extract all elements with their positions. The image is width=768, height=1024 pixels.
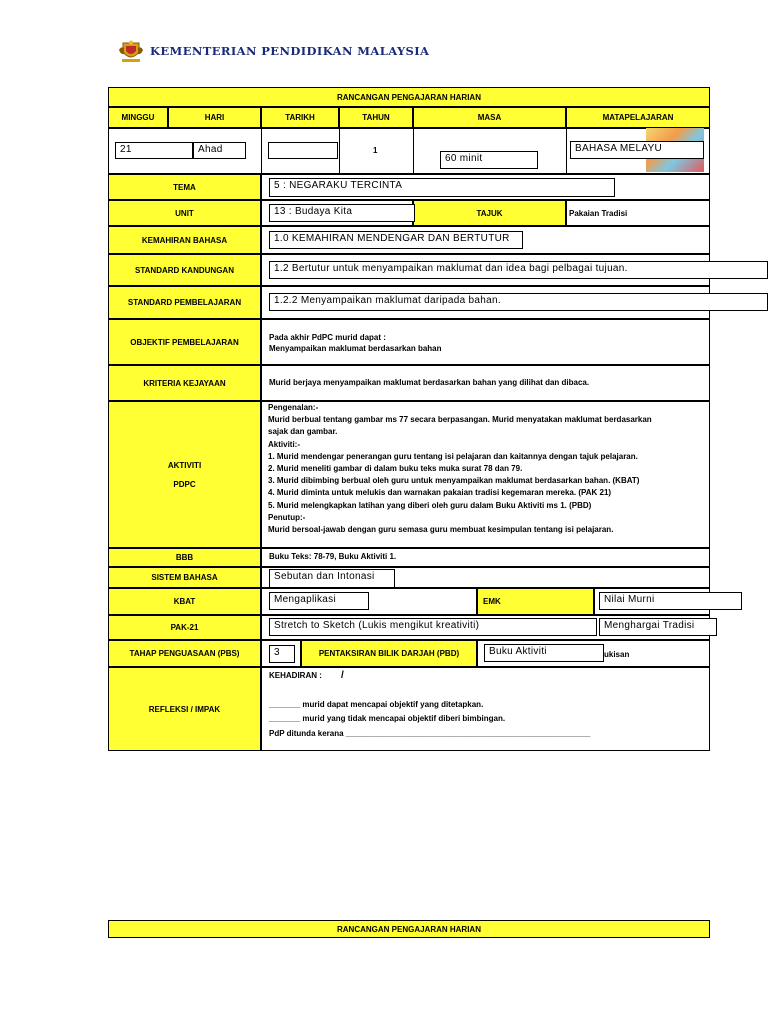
aktiviti-line: 1. Murid mendengar penerangan guru tentang isi pelajaran dan kaitannya dengan tajuk pelajaran. <box>268 451 638 461</box>
kehadiran-slash: / <box>341 670 344 681</box>
col-minggu: MINGGU <box>108 107 168 128</box>
ministry-name: KEMENTERIAN PENDIDIKAN MALAYSIA <box>150 44 430 58</box>
kriteria-label: KRITERIA KEJAYAAN <box>108 365 261 401</box>
aktiviti-line: Pengenalan:- <box>268 403 319 412</box>
refleksi-cell <box>261 667 710 751</box>
aktiviti-line: 2. Murid meneliti gambar di dalam buku teks muka surat 78 dan 79. <box>268 464 523 474</box>
refleksi-label: REFLEKSI / IMPAK <box>108 667 261 751</box>
aktiviti-text <box>268 402 652 536</box>
tema-value[interactable]: 5 : NEGARAKU TERCINTA <box>269 178 615 197</box>
refleksi-line1: _______ murid dapat mencapai objektif yang ditetapkan. <box>269 700 484 709</box>
footer-title: RANCANGAN PENGAJARAN HARIAN <box>108 920 710 938</box>
aktiviti-line: 5. Murid melengkapkan latihan yang diberi oleh guru dalam Buku Aktiviti ms 1. (PBD) <box>268 500 592 510</box>
values-divider-3 <box>413 128 414 174</box>
unit-label: UNIT <box>108 200 261 226</box>
ministry-logo <box>118 40 144 64</box>
standard-pembelajaran-value[interactable]: 1.2.2 Menyampaikan maklumat daripada bahan. <box>269 293 768 311</box>
standard-pembelajaran-label: STANDARD PEMBELAJARAN <box>108 286 261 319</box>
kriteria-value: Murid berjaya menyampaikan maklumat berdasarkan bahan yang dilihat dan dibaca. <box>269 378 590 387</box>
hari-value[interactable]: Ahad <box>193 142 246 159</box>
aktiviti-line: Murid bersoal-jawab dengan guru semasa guru membuat kesimpulan tentang isi pelajaran. <box>268 525 614 535</box>
bbb-value: Buku Teks: 78-79, Buku Aktiviti 1. <box>269 552 397 561</box>
col-masa: MASA <box>413 107 566 128</box>
pak21-label: PAK-21 <box>108 615 261 640</box>
aktiviti-line: Aktiviti:- <box>268 439 300 449</box>
kbat-value[interactable]: Mengaplikasi <box>269 592 369 610</box>
objektif-cell <box>261 319 710 365</box>
aktiviti-line: 3. Murid dibimbing berbual oleh guru untuk menyampaikan maklumat berdasarkan bahan. (KBAT) <box>268 476 640 486</box>
tajuk-label: TAJUK <box>413 200 566 226</box>
col-tahun: TAHUN <box>339 107 413 128</box>
standard-kandungan-value[interactable]: 1.2 Bertutur untuk menyampaikan maklumat dan idea bagi pelbagai tujuan. <box>269 261 768 279</box>
pak21-value[interactable]: Stretch to Sketch (Lukis mengikut kreativiti) <box>269 618 597 636</box>
emk-value[interactable]: Nilai Murni <box>599 592 742 610</box>
kemahiran-value[interactable]: 1.0 KEMAHIRAN MENDENGAR DAN BERTUTUR <box>269 231 523 249</box>
minggu-value[interactable]: 21 <box>115 142 193 159</box>
unit-value[interactable]: 13 : Budaya Kita <box>269 204 415 222</box>
aktiviti-line: sajak dan gambar. <box>268 427 338 437</box>
pak21-value-2[interactable]: Menghargai Tradisi <box>599 618 717 636</box>
objektif-line2: Menyampaikan maklumat berdasarkan bahan <box>269 344 442 353</box>
col-hari: HARI <box>168 107 261 128</box>
standard-kandungan-label: STANDARD KANDUNGAN <box>108 254 261 286</box>
pbd-value[interactable]: Buku Aktiviti <box>484 644 604 662</box>
kehadiran-label: KEHADIRAN : <box>269 671 322 680</box>
kbat-label: KBAT <box>108 588 261 615</box>
masa-value[interactable]: 60 minit <box>440 151 538 169</box>
refleksi-line2: _______ murid yang tidak mencapai objektif diberi bimbingan. <box>269 714 506 723</box>
values-divider-4 <box>566 128 567 174</box>
aktiviti-line: Murid berbual tentang gambar ms 77 secara berpasangan. Murid menyatakan maklumat berdasarkan <box>268 415 652 425</box>
sistem-bahasa-value[interactable]: Sebutan dan Intonasi <box>269 569 395 588</box>
objektif-line1: Pada akhir PdPC murid dapat : <box>269 333 386 342</box>
pbs-value[interactable]: 3 <box>269 645 295 663</box>
aktiviti-label-2: PDPC <box>173 479 196 489</box>
tema-label: TEMA <box>108 174 261 200</box>
form-title: RANCANGAN PENGAJARAN HARIAN <box>108 87 710 107</box>
malaysia-crest-icon <box>118 40 144 64</box>
matapelajaran-value[interactable]: BAHASA MELAYU <box>570 141 704 159</box>
col-tarikh: TARIKH <box>261 107 339 128</box>
tarikh-value[interactable] <box>268 142 338 159</box>
tahun-value: 1 <box>373 146 378 155</box>
aktiviti-label <box>108 401 261 548</box>
refleksi-line3: PdP ditunda kerana _______________________________________________________ <box>269 729 591 738</box>
emk-label: EMK <box>483 597 501 606</box>
aktiviti-line: Penutup:- <box>268 512 306 522</box>
values-divider-2 <box>339 128 340 174</box>
col-matapelajaran: MATAPELAJARAN <box>566 107 710 128</box>
sistem-bahasa-label: SISTEM BAHASA <box>108 567 261 588</box>
aktiviti-label-1: AKTIVITI <box>167 460 202 470</box>
tajuk-value: Pakaian Tradisi <box>569 209 628 218</box>
pbs-label: TAHAP PENGUASAAN (PBS) <box>108 640 261 667</box>
pbd-label: PENTAKSIRAN BILIK DARJAH (PBD) <box>301 640 477 667</box>
objektif-label: OBJEKTIF PEMBELAJARAN <box>108 319 261 365</box>
bbb-label: BBB <box>108 548 261 567</box>
kemahiran-label: KEMAHIRAN BAHASA <box>108 226 261 254</box>
pbd-extra: ukisan <box>604 650 630 659</box>
aktiviti-line: 4. Murid diminta untuk melukis dan warnakan pakaian tradisi kegemaran mereka. (PAK 21) <box>268 488 612 498</box>
values-divider-1 <box>261 128 262 174</box>
